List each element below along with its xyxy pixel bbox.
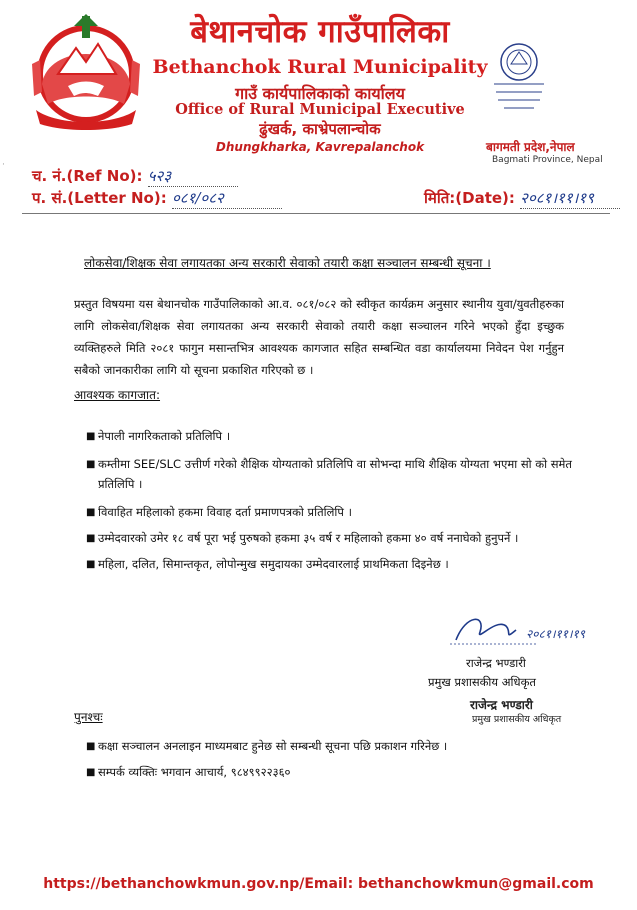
notice-subject: लोकसेवा/शिक्षक सेवा लगायतका अन्य सरकारी सेवाको तयारी कक्षा सञ्चालन सम्बन्धी सूचना । (84, 256, 491, 270)
list-item: ■ कक्षा सञ्चालन अनलाइन माध्यमबाट हुनेछ सो सम्बन्धी सूचना पछि प्रकाशन गरिनेछ । (86, 739, 448, 753)
header-divider (22, 213, 610, 214)
date-row (424, 188, 620, 209)
date-value: २०८१।११।१९ (520, 189, 594, 207)
signature-date: २०८१।११।१९ (526, 627, 586, 641)
list-item: ■ उम्मेदवारको उमेर १८ वर्ष पूरा भई पुरुषको हकमा ३५ वर्ष र महिलाको हकमा ४० वर्ष ननाघेको हुनुपर्ने । (86, 531, 519, 545)
letter-value: ०८१/०८२ (171, 189, 224, 207)
postscript-heading: पुनश्चः (74, 710, 103, 724)
list-item: ■ सम्पर्क व्यक्तिः भगवान आचार्य, ९८४९९२२३६० (86, 765, 291, 779)
footer-contact: https://bethanchowkmun.gov.np/Email: bethanchowkmun@gmail.com (43, 876, 594, 892)
signatory-name: राजेन्द्र भण्डारी (466, 656, 526, 670)
list-item: ■ नेपाली नागरिकताको प्रतिलिपि । (86, 429, 231, 443)
required-documents-heading: आवश्यक कागजात: (74, 388, 161, 402)
handwritten-signature (446, 606, 596, 652)
stamp-title: प्रमुख प्रशासकीय अधिकृत (472, 714, 562, 725)
ref-label: च. नं.(Ref No): (32, 167, 143, 185)
municipality-title-english: Bethanchok Rural Municipality (152, 56, 488, 78)
letter-number-row (32, 188, 282, 209)
nepal-emblem-logo (28, 14, 144, 132)
province-nepali: बागमती प्रदेश,नेपाल (486, 140, 575, 154)
municipality-title-nepali: बेथानचोक गाउँपालिका (190, 14, 450, 50)
ref-value: ५२३ (147, 167, 172, 185)
ref-number-row (32, 166, 238, 187)
address-nepali: ढुंखर्क, काभ्रेपलान्चोक (259, 120, 381, 138)
notice-body-paragraph: प्रस्तुत विषयमा यस बेथानचोक गाउँपालिकाको आ.व. ०८१/०८२ को स्वीकृत कार्यक्रम अनुसार स्थानीय युवा/युवतीहरुका लागि लोकसेवा/शिक्षक सेवा लगायतका अन्य सरकारी सेवाको तयारी कक्षा सञ्चालन गरिने भएको हुँदा इच्छुक व्यक्तिहरुले मिति २०८१ फागुन मसान्तभित्र आवश्यक कागजात सहित सम्बन्धित वडा कार्यालयमा निवेदन पेश गर्नुहुन सबैको जानकारीका लागि यो सूचना प्रकाशित गरिएको छ । (74, 297, 564, 377)
date-label: मिति:(Date): (424, 189, 515, 207)
address-english: Dhungkharka, Kavrepalanchok (215, 140, 425, 154)
list-item: ■ महिला, दलित, सिमान्तकृत, लोपोन्मुख समुदायका उम्मेदवारलाई प्राथमिकता दिइनेछ । (86, 557, 449, 571)
letter-label: प. सं.(Letter No): (32, 189, 167, 207)
list-item: ■ कम्तीमा SEE/SLC उत्तीर्ण गरेको शैक्षिक योग्यताको प्रतिलिपि वा सोभन्दा माथि शैक्षिक योग्यता भएमा सो को समेत प्रतिलिपि । (86, 457, 572, 491)
signatory-title: प्रमुख प्रशासकीय अधिकृत (428, 675, 536, 689)
office-title-nepali: गाउँ कार्यपालिकाको कार्यालय (235, 84, 405, 103)
stamp-name: राजेन्द्र भण्डारी (470, 698, 533, 712)
province-english: Bagmati Province, Nepal (492, 155, 603, 165)
margin-mark: · (2, 160, 5, 170)
office-title-english: Office of Rural Municipal Executive (175, 101, 465, 118)
office-seal-stamp (486, 40, 552, 120)
list-item: ■ विवाहित महिलाको हकमा विवाह दर्ता प्रमाणपत्रको प्रतिलिपि । (86, 505, 352, 519)
